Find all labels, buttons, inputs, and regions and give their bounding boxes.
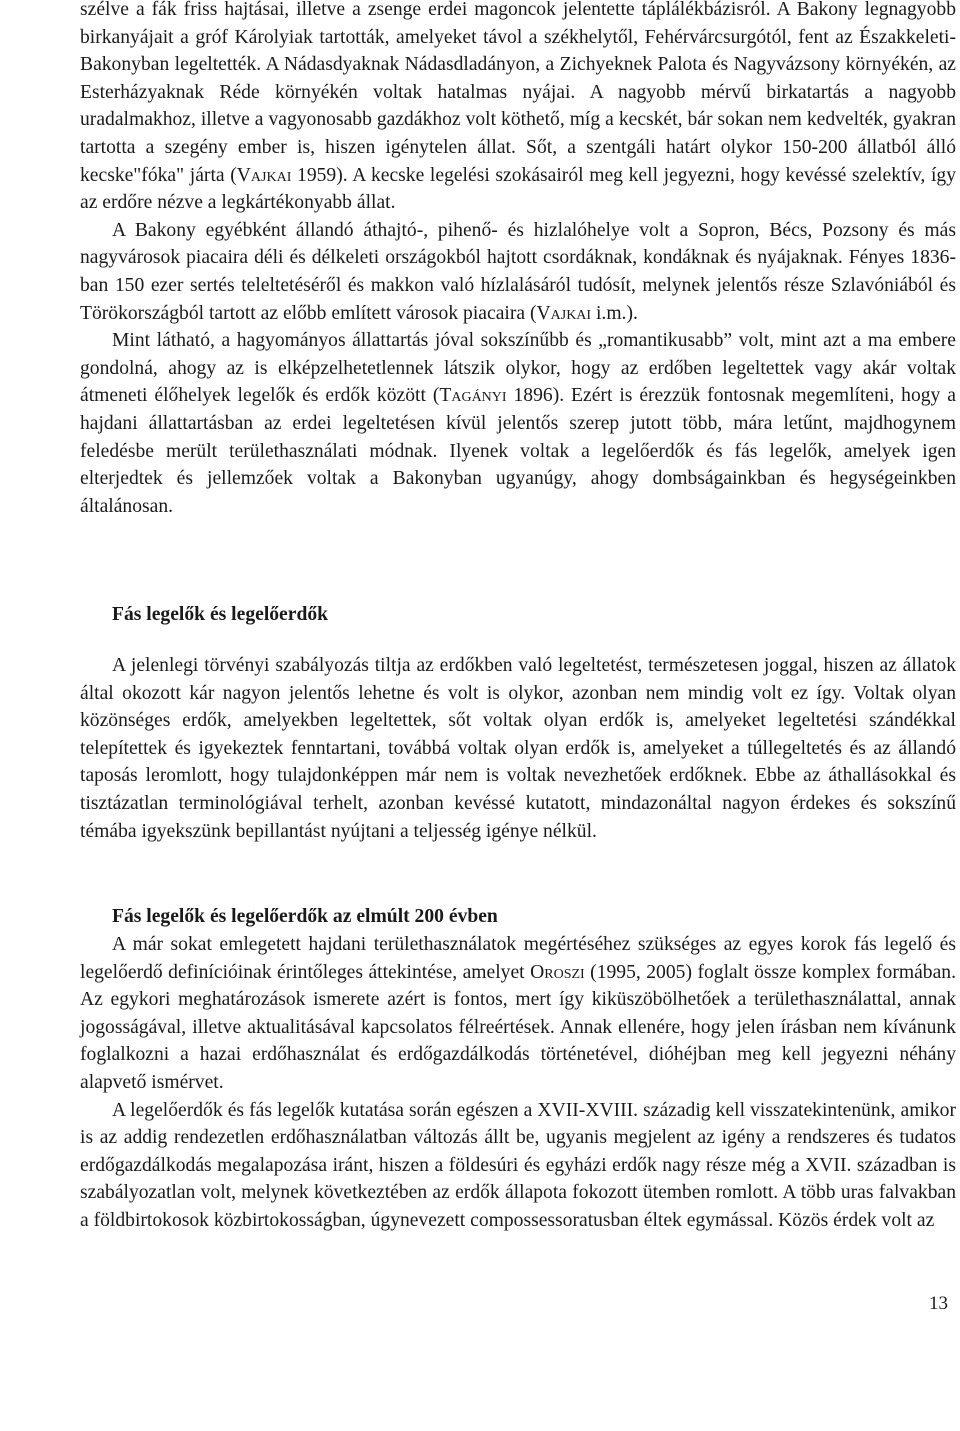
section-heading: Fás legelők és legelőerdők az elmúlt 200 évben (112, 906, 498, 927)
section-heading: Fás legelők és legelőerdők (112, 604, 329, 625)
citation-author: Tagányi (439, 385, 507, 407)
section-last-200-years (80, 931, 956, 1235)
page-number: 13 (929, 1293, 948, 1314)
paragraph: A már sokat emlegetett hajdani területhasználatok megértéséhez szükséges az egyes korok fás legelő és legelőerdő definícióinak érintőleges áttekintése, amelyet Oroszi (1995, 2005) foglalt össze komplex formában. Az egykori meghatározások ismerete azért is fontos, mert így kiküszöbölhetőek a területhasználattal, annak jogosságával, illetve aktualitásával kapcsolatos félreértések. Annak ellenére, hogy jelen írásban nem kívánunk foglalkozni a hazai erdőhasználat és erdőgazdálkodás történetével, dióhéjban meg kell jegyezni néhány alapvető ismérvet. (80, 934, 956, 1093)
paragraph: szélve a fák friss hajtásai, illetve a zsenge erdei magoncok jelentette táplálékbázisról. A Bakony legnagyobb birkanyájait a gróf Károlyiak tartották, amelyeket távol a székhelytől, Fehérvárcsurgótól, fent az Északkeleti-Bakonyban legeltették. A Nádasdyaknak Nádasdladányon, a Zichyeknek Palota és Nagyvázsony környékén, az Esterházyaknak Réde környékén voltak hatalmas nyájai. A nagyobb mérvű birkatartás a nagyobb uradalmakhoz, illetve a vagyonosabb gazdákhoz volt köthető, míg a kecskét, bár sokan nem kedvelték, gyakran tartotta a szegény ember is, hiszen igénytelen állat. Sőt, a szentgáli határt olykor 150-200 állatból álló kecske"fóka" járta (Vajkai 1959). A kecske legelési szokásairól meg kell jegyezni, hogy kevéssé szelektív, így az erdőre nézve a legkártékonyabb állat. (80, 0, 957, 214)
citation-author: Vajkai (236, 164, 292, 186)
paragraph: A legelőerdők és fás legelők kutatása során egészen a XVII-XVIII. századig kell visszatekintenünk, amikor is az addig rendezetlen erdőhasználatban változás állt be, ugyanis megjelent az igény a rendszeres és tudatos erdőgazdálkodás megalapozása iránt, hiszen a földesúri és egyházi erdők nagy része még a XVII. században is szabályozatlan volt, melynek következtében az erdők állapota fokozott ütemben romlott. A több uras falvakban a földbirtokosok közbirtokosságban, úgynevezett compossessoratusban éltek egymással. Közös érdek volt az (80, 1099, 956, 1231)
section-wooded-pastures (80, 652, 956, 845)
section-intro (80, 0, 956, 520)
paragraph: Mint látható, a hagyományos állattartás jóval sokszínűbb és „romantikusabb” volt, mint azt a ma embere gondolná, ahogy az is elképzelhetetlennek látszik olykor, hogy az erdőben legeltettek vagy akár voltak átmeneti élőhelyek legelők és erdők között (Tagányi 1896). Ezért is érezzük fontosnak megemlíteni, hogy a hajdani állattartásban az erdei legeltetésen kívül jelentős szerep jutott több, mára letűnt, majdhogynem feledésbe merült területhasználati módnak. Ilyenek voltak a legelőerdők és fás legelők, amelyek igen elterjedtek és jellemzőek voltak a Bakonyban ugyanúgy, ahogy dombságainkban és hegységeinkben általánosan. (80, 330, 956, 517)
citation-author: Vajkai (536, 302, 592, 324)
paragraph: A Bakony egyébként állandó áthajtó-, pihenő- és hizlalóhelye volt a Sopron, Bécs, Pozsony és más nagyvárosok piacaira déli és délkeleti országokból hajtott csordáknak, kondáknak és nyájaknak. Fényes 1836-ban 150 ezer sertés teleltetéséről és makkon való hízlalásáról tudósít, melynek jelentős része Szlavóniából és Törökországból tartott az előbb említett városok piacaira (Vajkai i.m.). (80, 219, 956, 324)
paragraph: A jelenlegi törvényi szabályozás tiltja az erdőkben való legeltetést, természetesen joggal, hiszen az állatok által okozott kár nagyon jelentős lehetne és volt is olykor, azonban nem mindig volt ez így. Voltak olyan közönséges erdők, amelyekben legeltettek, sőt voltak olyan erdők is, amelyeket legeltetési szándékkal telepítettek és igyekeztek fenntartani, továbbá voltak olyan erdők is, amelyeket a túllegeltetés és az állandó taposás leromlott, hogy tulajdonképpen már nem is voltak nevezhetőek erdőknek. Ebbe az áthallásokkal és tisztázatlan terminológiával terhelt, azonban kevéssé kutatott, mindazonáltal nagyon érdekes és sokszínű témába igyekszünk bepillantást nyújtani a teljesség igénye nélkül. (80, 655, 956, 842)
citation-author: Oroszi (530, 961, 585, 983)
